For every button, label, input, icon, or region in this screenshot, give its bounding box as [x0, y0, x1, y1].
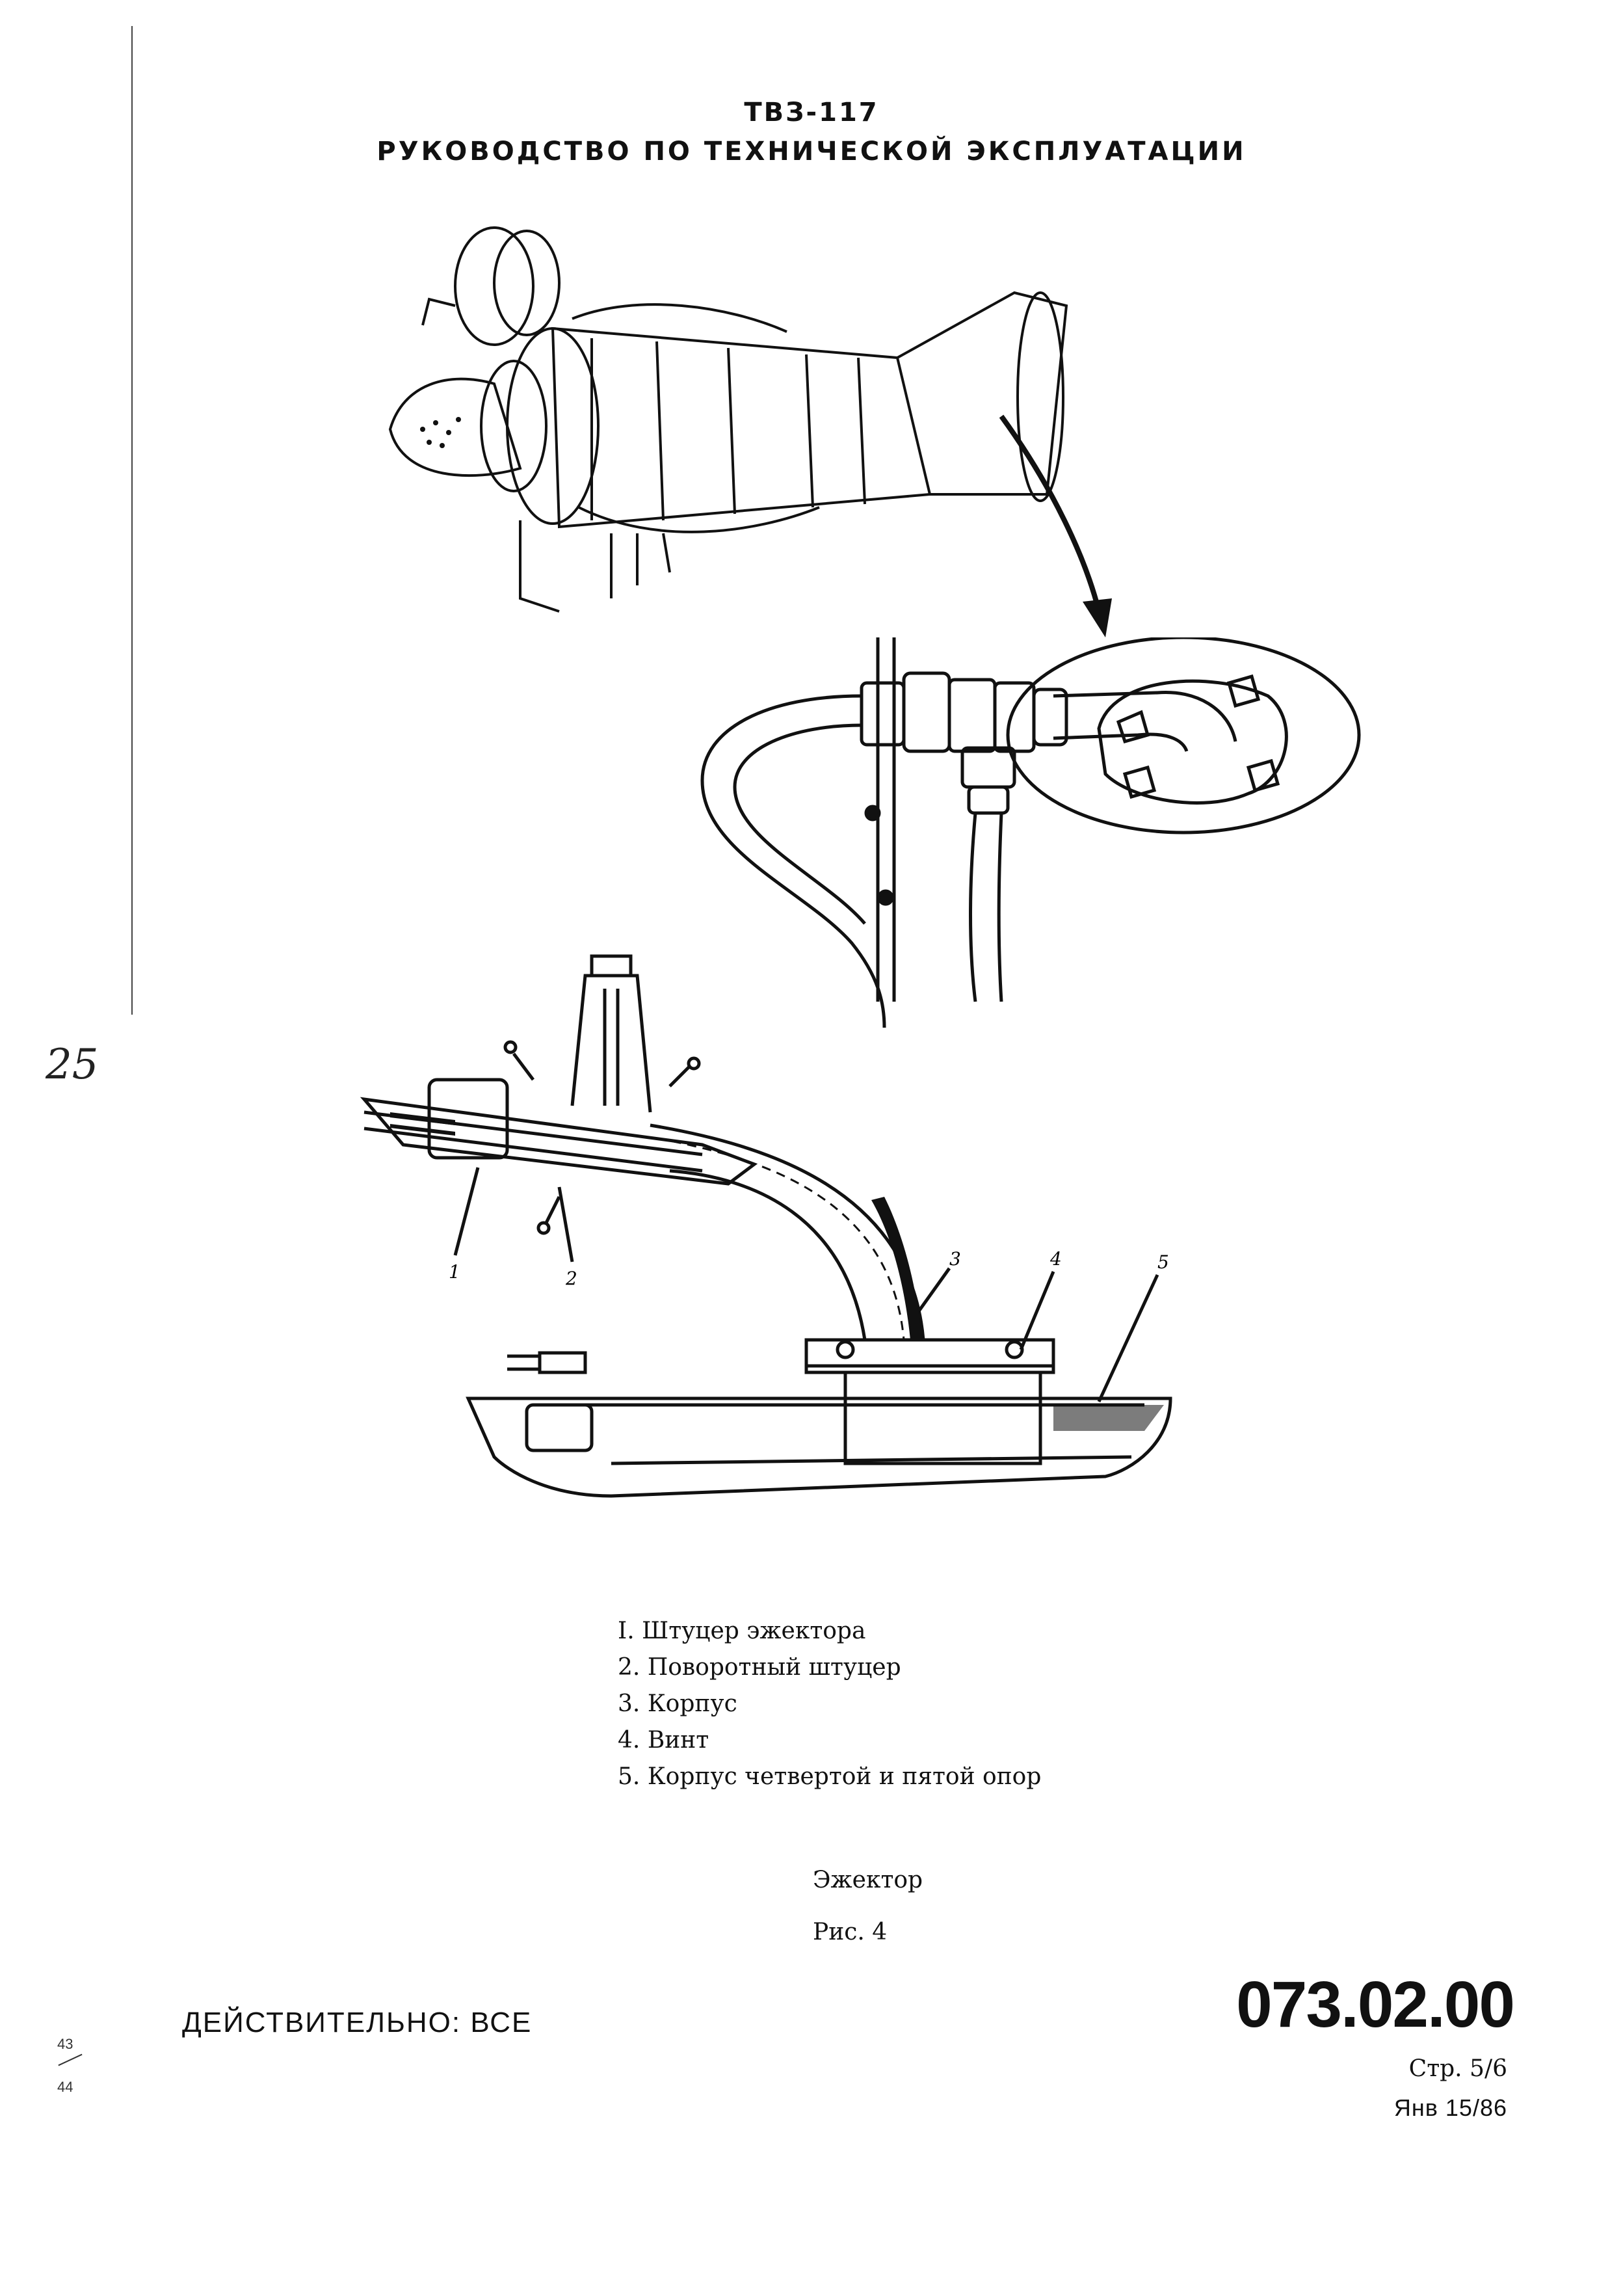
legend-text: Поворотный штуцер	[647, 1654, 901, 1681]
manual-title: РУКОВОДСТВО ПО ТЕХНИЧЕСКОЙ ЭКСПЛУАТАЦИИ	[376, 137, 1247, 167]
page-number: Стр. 5/6	[1408, 2055, 1507, 2082]
legend-item	[618, 1722, 1041, 1759]
callout-4: 4	[1050, 1248, 1062, 1270]
legend-item	[618, 1686, 1041, 1722]
legend-number: I.	[618, 1618, 635, 1644]
legend-item	[618, 1613, 1041, 1649]
fraction-top: 43	[57, 2036, 73, 2052]
figure-legend	[618, 1613, 1041, 1795]
legend-number: 2.	[618, 1654, 640, 1681]
ejector-cross-section	[351, 950, 1196, 1535]
callout-2: 2	[566, 1268, 577, 1289]
margin-rule	[131, 26, 133, 1015]
legend-text: Штуцер эжектора	[642, 1618, 866, 1644]
legend-item	[618, 1649, 1041, 1686]
legend-item	[618, 1759, 1041, 1795]
fraction-bottom: 44	[57, 2079, 73, 2095]
callout-5: 5	[1157, 1251, 1169, 1273]
legend-text: Винт	[647, 1727, 709, 1754]
callout-1: 1	[449, 1261, 460, 1283]
validity-statement: ДЕЙСТВИТЕЛЬНО: ВСЕ	[182, 2007, 533, 2038]
callout-3: 3	[949, 1248, 961, 1270]
figure-caption-number: Рис. 4	[813, 1919, 888, 1945]
figure-caption-title: Эжектор	[813, 1867, 923, 1893]
engine-model-title: ТВЗ-117	[744, 98, 879, 127]
document-number: 073.02.00	[1236, 1968, 1514, 2041]
legend-text: Корпус	[647, 1690, 737, 1717]
legend-text: Корпус четвертой и пятой опор	[647, 1763, 1042, 1790]
revision-date: Янв 15/86	[1393, 2094, 1507, 2121]
legend-number: 4.	[618, 1727, 640, 1754]
legend-number: 5.	[618, 1763, 640, 1790]
legend-number: 3.	[618, 1690, 640, 1717]
fraction-slash	[58, 2054, 82, 2066]
margin-sheet-fraction	[57, 2036, 90, 2096]
handwritten-margin-number: 25	[46, 1041, 99, 1089]
engine-illustration	[364, 208, 1144, 650]
